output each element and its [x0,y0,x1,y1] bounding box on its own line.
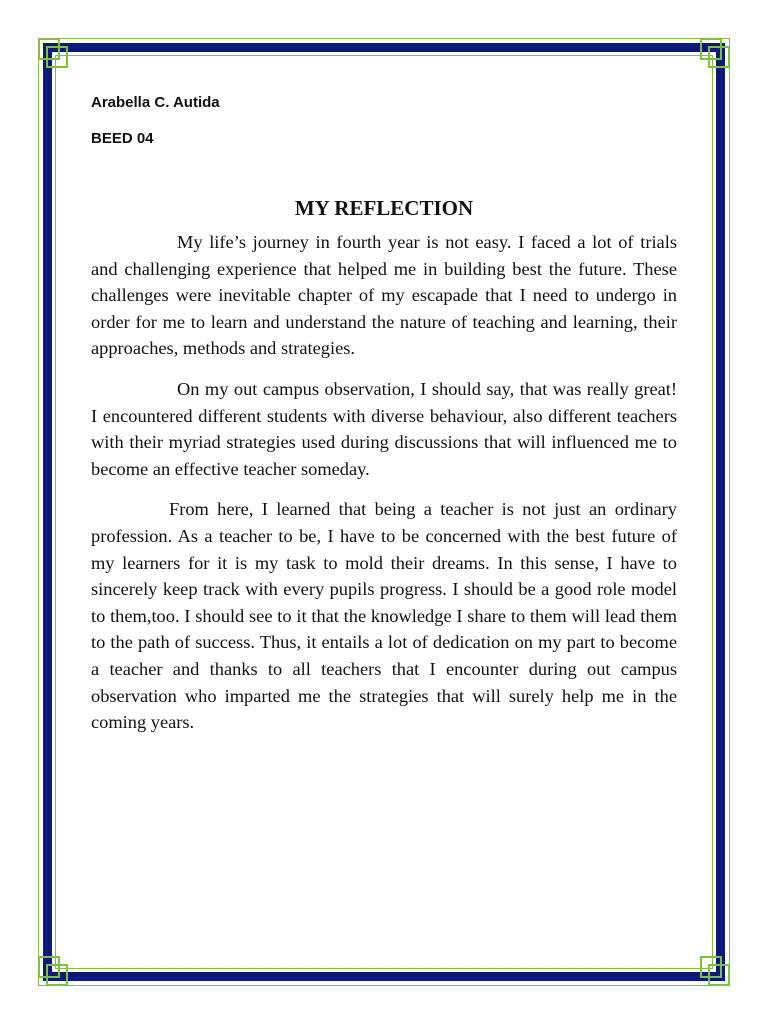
author-name: Arabella C. Autida [91,94,220,111]
document-title: MY REFLECTION [294,196,474,220]
course-code: BEED 04 [91,130,154,147]
paragraph-3: From here, I learned that being a teacher is not just an ordinary profession. As a teacher to be, I have to be concerned with the best future of my learners for it is my task to mold their dreams. In this sense, I have to sincerely keep track with every pupils progress. I should be a good role model to them,too. I should see to it that the knowledge I share to them will lead them to the path of success. Thus, it entails a lot of dedication on my part to become a teacher and thanks to all teachers that I encounter during out campus observation who imparted me the strategies that will surely help me in the coming years. [91,499,677,733]
corner-ornament-top-left [38,38,68,68]
corner-square [46,964,68,986]
paragraph-1: My life’s journey in fourth year is not easy. I faced a lot of trials and challenging experience that helped me in building best the future. These challenges were inevitable chapter of my escapade that I need to undergo in order for me to learn and understand the nature of teaching and learning, their approaches, methods and strategies. [91,232,677,359]
corner-ornament-top-right [700,38,730,68]
corner-ornament-bottom-left [38,956,68,986]
corner-square [708,46,730,68]
corner-ornament-bottom-right [700,956,730,986]
corner-square [46,46,68,68]
document-body [91,90,677,750]
paragraph-2: On my out campus observation, I should say, that was really great! I encountered different students with diverse behaviour, also different teachers with their myriad strategies used during discussions that will influenced me to become an effective teacher someday. [91,378,677,479]
corner-square [708,964,730,986]
